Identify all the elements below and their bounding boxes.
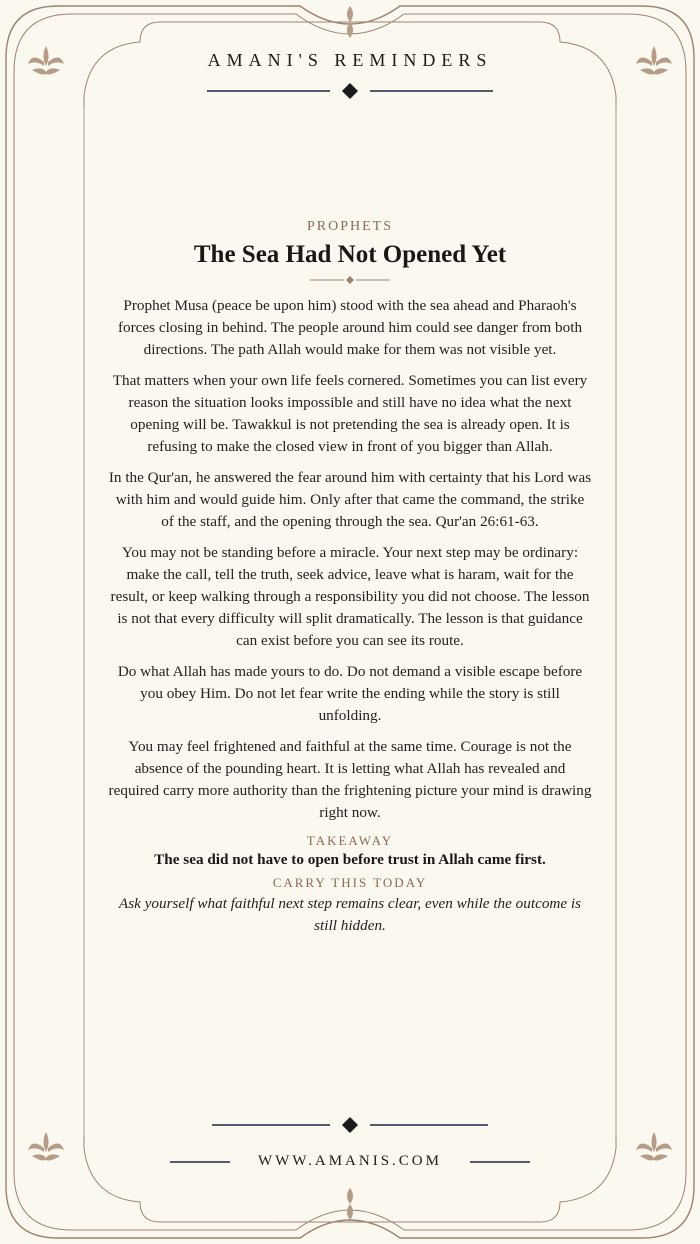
title-diamond-icon (346, 276, 354, 284)
category-label: PROPHETS (306, 219, 394, 234)
takeaway-text: The sea did not have to open before trust in Allah came first. (154, 851, 546, 868)
carry-text: Ask yourself what faithful next step remains clear, even while the outcome is still hidden. (118, 895, 582, 934)
takeaway-label: TAKEAWAY (306, 833, 394, 848)
header-diamond-icon (342, 83, 358, 99)
bottom-fleuron-icon (347, 1188, 353, 1220)
footer-diamond-icon (342, 1117, 358, 1133)
website-link[interactable]: WWW.AMANIS.COM (258, 1153, 442, 1169)
body-paragraph: In the Qur'an, he answered the fear around him with certainty that his Lord was with him and would guide him. Only after that came the command, the strike of the staff, and the opening through the sea. Qur'an 26:61-63. (108, 469, 592, 530)
footer-divider (212, 1117, 488, 1133)
article-title: The Sea Had Not Opened Yet (193, 241, 507, 268)
body-paragraph: You may not be standing before a miracle. Your next step may be ordinary: make the call, tell the truth, seek advice, leave what is haram, wait for the result, or keep walking through a responsibility you did not choose. The lesson is not that every difficulty will split dramatically. The lesson is that guidance can exist before you can see its route. (110, 544, 590, 649)
carry-label: CARRY THIS TODAY (272, 875, 428, 890)
body-paragraph: Prophet Musa (peace be upon him) stood with the sea ahead and Pharaoh's forces closing in behind. The people around him could see danger from both directions. The path Allah would make for them was not visible yet. (117, 297, 583, 358)
body-paragraph: Do what Allah has made yours to do. Do not demand a visible escape before you obey Him. Do not let fear write the ending while the story is still unfolding. (117, 663, 583, 724)
header-divider (207, 83, 493, 99)
brand-title: AMANI'S REMINDERS (207, 50, 493, 70)
body-paragraph: That matters when your own life feels cornered. Sometimes you can list every reason the situation looks impossible and still have no idea what the next opening will be. Tawakkul is not pretending the sea is already open. It is refusing to make the closed view in front of you bigger than Allah. (112, 372, 588, 455)
body-paragraph: You may feel frightened and faithful at the same time. Courage is not the absence of the pounding heart. It is letting what Allah has revealed and required carry more authority than the frightening picture your mind is drawing right now. (108, 738, 592, 821)
article (108, 219, 592, 937)
title-divider (310, 275, 390, 285)
